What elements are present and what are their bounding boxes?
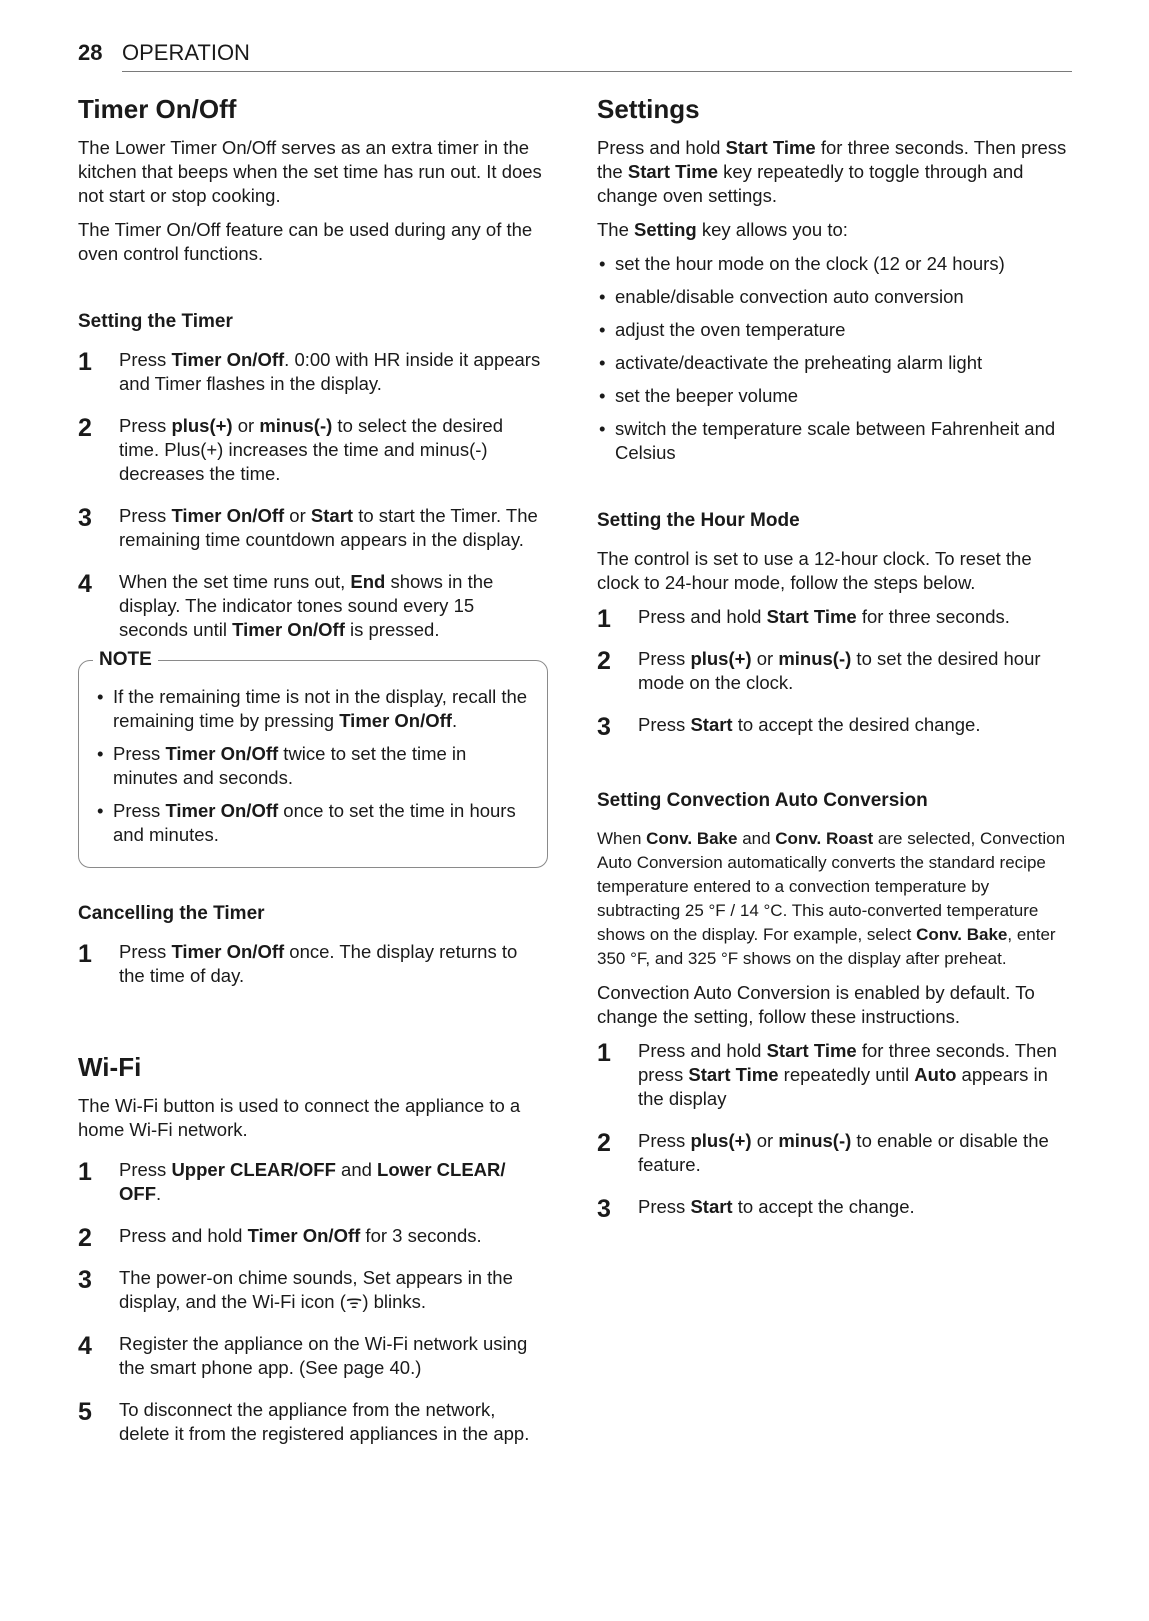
key-name: Conv. Bake <box>916 925 1008 944</box>
text-run: or <box>284 505 311 526</box>
page-header <box>78 38 1072 74</box>
key-name: Start Time <box>688 1064 779 1085</box>
key-name: Timer On/Off <box>339 710 452 731</box>
step-item <box>78 940 548 988</box>
setting-timer-steps <box>78 348 548 642</box>
step-item <box>597 713 1077 741</box>
text-run: twice to set the time in minutes and seconds. <box>113 743 467 788</box>
setting-timer-heading: Setting the Timer <box>78 311 233 332</box>
key-name: Timer On/Off <box>165 743 279 764</box>
text-run: to accept the desired change. <box>732 714 981 735</box>
key-name: minus(-) <box>259 415 333 436</box>
text-run: If the remaining time is not in the display, recall the remaining time by pressing <box>113 686 528 731</box>
key-name: Timer On/Off <box>171 349 285 370</box>
text-run: To disconnect the appliance from the network, delete it from the registered appliances in the app. <box>119 1399 530 1444</box>
step-number: 1 <box>597 1039 611 1067</box>
text-run: , enter 350 °F, and 325 °F shows on the display after preheat. <box>597 925 1056 968</box>
key-name: Timer On/Off <box>232 619 345 640</box>
text-run: for 3 seconds. <box>360 1225 482 1246</box>
text-run: Register the appliance on the Wi-Fi network using the smart phone app. (See page 40.) <box>119 1333 528 1378</box>
key-name: Timer On/Off <box>165 800 279 821</box>
step-number: 1 <box>78 348 92 376</box>
setting-bullet-item <box>597 318 1077 342</box>
text-run: and <box>335 1159 378 1180</box>
bullet-icon: • <box>599 286 606 307</box>
step-item <box>78 1398 548 1446</box>
text-run: or <box>751 648 779 669</box>
cancel-timer-heading: Cancelling the Timer <box>78 903 265 924</box>
key-name: Start <box>690 1196 733 1217</box>
step-item <box>78 1266 548 1314</box>
text-run: . <box>156 1183 162 1204</box>
bullet-icon: • <box>599 253 606 274</box>
setting-bullet-item <box>597 417 1077 465</box>
timer-intro-2: The Timer On/Off feature can be used during any of the oven control functions. <box>78 219 533 264</box>
text-run: Press <box>119 1159 172 1180</box>
key-name: Auto <box>914 1064 957 1085</box>
timer-title: Timer On/Off <box>78 94 237 124</box>
step-item <box>78 1224 548 1252</box>
text-run: or <box>751 1130 779 1151</box>
key-name: Start <box>690 714 733 735</box>
text-run: Press <box>119 505 172 526</box>
text-run: appears in the display <box>638 1064 1048 1109</box>
step-number: 5 <box>78 1398 92 1426</box>
text-run: to start the Timer. The remaining time countdown appears in the display. <box>119 505 538 550</box>
bullet-icon: • <box>599 352 606 373</box>
right-column <box>597 92 1077 1237</box>
bullet-icon: • <box>97 743 104 764</box>
conv-steps <box>597 1039 1077 1223</box>
text-run: . 0:00 with HR inside it appears and Timer flashes in the display. <box>119 349 541 394</box>
text-run: Press <box>119 349 172 370</box>
setting-bullet-item <box>597 252 1077 276</box>
text-run: to set the desired hour mode on the clock. <box>638 648 1041 693</box>
cancel-timer-steps <box>78 940 548 988</box>
text-run: are selected, Convection Auto Conversion automatically converts the standard recipe temperature entered to a convection temperature by subtracting 25 °F / 14 °C. This auto-converted temperature shows on the display. For example, select <box>597 829 1066 944</box>
step-number: 2 <box>597 647 611 675</box>
text-run: Press <box>638 714 691 735</box>
text-run: Press and hold <box>638 606 767 627</box>
text-run: Press <box>119 415 172 436</box>
header-rule <box>122 71 1072 72</box>
key-name: Upper CLEAR/OFF <box>171 1159 336 1180</box>
bullet-icon: • <box>599 385 606 406</box>
step-number: 3 <box>78 1266 92 1294</box>
bullet-icon: • <box>97 686 104 707</box>
key-name: Timer On/Off <box>171 505 285 526</box>
key-name: minus(-) <box>778 1130 852 1151</box>
settings-title: Settings <box>597 94 700 124</box>
note-list <box>95 685 529 847</box>
text-run: Press <box>119 941 172 962</box>
text-run: or <box>232 415 260 436</box>
section-title: OPERATION <box>122 40 250 65</box>
text-run: for three seconds. Then press the <box>597 137 1067 182</box>
wifi-steps <box>78 1158 548 1446</box>
text-run: key repeatedly to toggle through and change oven settings. <box>597 161 1024 206</box>
text-run: Press <box>638 648 691 669</box>
key-name: Conv. Bake <box>646 829 738 848</box>
key-name: plus(+) <box>690 1130 752 1151</box>
text-run: When <box>597 829 647 848</box>
text-run: The <box>597 219 635 240</box>
text-run: once. The display returns to the time of day. <box>119 941 518 986</box>
wifi-title: Wi-Fi <box>78 1052 142 1082</box>
setting-bullet-item <box>597 351 1077 375</box>
page-number: 28 <box>78 40 103 65</box>
note-item <box>95 799 529 847</box>
key-name: Timer On/Off <box>171 941 285 962</box>
step-number: 1 <box>78 1158 92 1186</box>
step-item <box>78 414 548 486</box>
step-item <box>78 1332 548 1380</box>
wifi-icon: ᯤ <box>345 1292 363 1312</box>
text-run: Press and hold <box>638 1040 767 1061</box>
bullet-text: switch the temperature scale between Fahrenheit and Celsius <box>615 418 1056 463</box>
step-item <box>597 647 1077 695</box>
step-number: 1 <box>597 605 611 633</box>
key-name: Setting <box>634 219 697 240</box>
step-item <box>78 348 548 396</box>
step-item <box>78 504 548 552</box>
text-run: once to set the time in hours and minutes. <box>113 800 516 845</box>
key-name: Start Time <box>766 1040 857 1061</box>
step-item <box>597 605 1077 633</box>
bullet-icon: • <box>599 319 606 340</box>
text-run: Press <box>638 1196 691 1217</box>
text-run: The power-on chime sounds, Set appears in the display, and the Wi-Fi icon ( <box>119 1267 513 1312</box>
key-name: Lower CLEAR/ OFF <box>119 1159 506 1204</box>
timer-intro-1: The Lower Timer On/Off serves as an extra timer in the kitchen that beeps when the set time has run out. It does not start or stop cooking. <box>78 137 542 206</box>
conv-text-1 <box>597 827 1077 971</box>
settings-intro-2 <box>597 218 1077 242</box>
step-number: 3 <box>597 1195 611 1223</box>
step-number: 2 <box>597 1129 611 1157</box>
text-run: When the set time runs out, <box>119 571 351 592</box>
key-name: Timer On/Off <box>247 1225 361 1246</box>
setting-bullet-item <box>597 285 1077 309</box>
note-box <box>78 649 548 868</box>
text-run: to select the desired time. Plus(+) increases the time and minus(-) decreases the time. <box>119 415 504 484</box>
text-run: Press <box>113 743 166 764</box>
settings-bullets <box>597 252 1077 465</box>
text-run: shows in the display. The indicator tones sound every 15 seconds until <box>119 571 494 640</box>
text-run: Press <box>113 800 166 821</box>
text-run: ) blinks. <box>362 1291 427 1312</box>
step-item <box>597 1129 1077 1177</box>
step-number: 1 <box>78 940 92 968</box>
bullet-text: set the hour mode on the clock (12 or 24 hours) <box>615 253 1005 274</box>
note-item <box>95 742 529 790</box>
bullet-text: set the beeper volume <box>615 385 799 406</box>
key-name: Start <box>310 505 354 526</box>
text-run: for three seconds. Then press <box>638 1040 1057 1085</box>
step-number: 2 <box>78 414 92 442</box>
step-number: 3 <box>597 713 611 741</box>
left-column <box>78 92 548 1464</box>
wifi-intro: The Wi-Fi button is used to connect the appliance to a home Wi-Fi network. <box>78 1095 521 1140</box>
key-name: End <box>350 571 386 592</box>
text-run: key allows you to: <box>696 219 848 240</box>
text-run: Press and hold <box>597 137 726 158</box>
note-item <box>95 685 529 733</box>
step-number: 4 <box>78 1332 92 1360</box>
note-label: NOTE <box>93 649 158 671</box>
text-run: Press and hold <box>119 1225 248 1246</box>
conv-heading: Setting Convection Auto Conversion <box>597 790 928 811</box>
text-run: is pressed. <box>344 619 440 640</box>
text-run: and <box>737 829 776 848</box>
bullet-icon: • <box>97 800 104 821</box>
key-name: minus(-) <box>778 648 852 669</box>
key-name: Start Time <box>725 137 816 158</box>
text-run: repeatedly until <box>778 1064 915 1085</box>
key-name: plus(+) <box>690 648 752 669</box>
text-run: for three seconds. <box>856 606 1010 627</box>
hour-mode-text: The control is set to use a 12-hour clock. To reset the clock to 24-hour mode, follow the steps below. <box>597 548 1032 593</box>
key-name: Conv. Roast <box>775 829 874 848</box>
step-number: 2 <box>78 1224 92 1252</box>
hour-mode-heading: Setting the Hour Mode <box>597 510 800 531</box>
hour-mode-steps <box>597 605 1077 741</box>
key-name: plus(+) <box>171 415 233 436</box>
text-run: to enable or disable the feature. <box>638 1130 1049 1175</box>
step-item <box>597 1195 1077 1223</box>
bullet-text: activate/deactivate the preheating alarm light <box>615 352 983 373</box>
text-run: Press <box>638 1130 691 1151</box>
bullet-text: enable/disable convection auto conversion <box>615 286 964 307</box>
bullet-text: adjust the oven temperature <box>615 319 846 340</box>
key-name: Start Time <box>766 606 857 627</box>
bullet-icon: • <box>599 418 606 439</box>
step-number: 3 <box>78 504 92 532</box>
setting-bullet-item <box>597 384 1077 408</box>
text-run: . <box>451 710 458 731</box>
step-number: 4 <box>78 570 92 598</box>
step-item <box>78 570 548 642</box>
step-item <box>597 1039 1077 1111</box>
settings-intro-1 <box>597 136 1077 208</box>
conv-text-2: Convection Auto Conversion is enabled by default. To change the setting, follow these instructions. <box>597 982 1035 1027</box>
key-name: Start Time <box>627 161 718 182</box>
text-run: to accept the change. <box>732 1196 915 1217</box>
step-item <box>78 1158 548 1206</box>
